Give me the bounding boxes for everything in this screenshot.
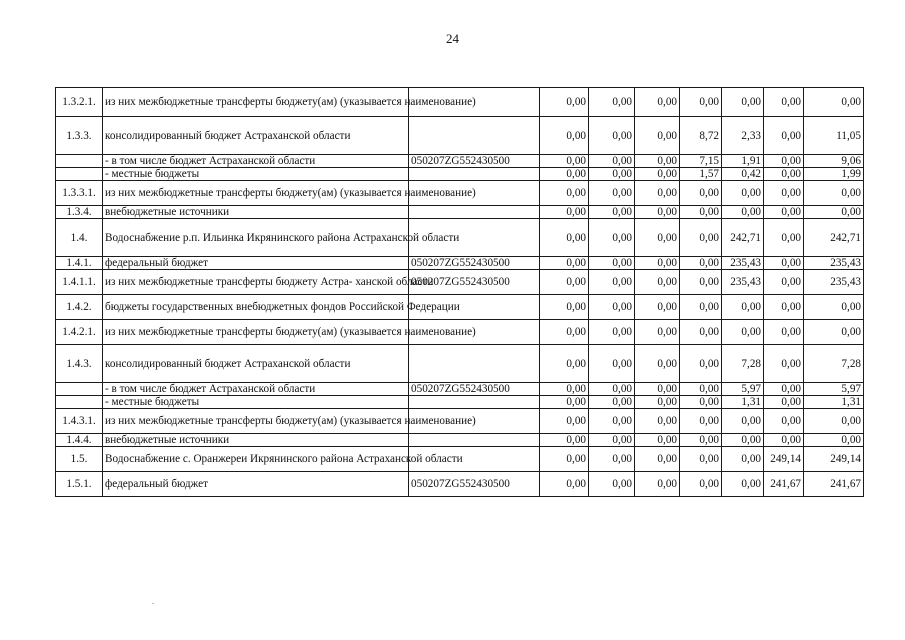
row-name: из них межбюджетные трансферты бюджету Астра- ханской области [103, 270, 409, 295]
amount-cell: 0,00 [722, 434, 764, 447]
amount-cell: 0,00 [680, 206, 722, 219]
amount-cell: 0,00 [680, 270, 722, 295]
table-row [56, 320, 864, 345]
amount-cell: 0,00 [764, 396, 804, 409]
amount-cell: 0,00 [635, 383, 680, 396]
row-name: бюджеты государственных внебюджетных фондов Российской Федерации [103, 295, 409, 320]
budget-code: 050207ZG552430500 [409, 257, 540, 270]
amount-cell: 0,00 [764, 320, 804, 345]
amount-cell: 0,00 [540, 396, 589, 409]
amount-cell: 0,00 [635, 434, 680, 447]
amount-cell: 0,00 [635, 447, 680, 472]
row-number: 1.4.3. [56, 345, 103, 383]
amount-cell: 0,00 [540, 409, 589, 434]
amount-cell: 0,00 [540, 434, 589, 447]
amount-cell: 0,00 [540, 206, 589, 219]
table-row [56, 181, 864, 206]
amount-cell: 249,14 [764, 447, 804, 472]
row-name: внебюджетные источники [103, 434, 409, 447]
amount-cell: 0,00 [540, 117, 589, 155]
amount-cell: 0,00 [635, 155, 680, 168]
amount-cell: 0,00 [804, 320, 864, 345]
table-row [56, 257, 864, 270]
amount-cell: 0,00 [589, 181, 635, 206]
row-name: Водоснабжение р.п. Ильинка Икрянинского района Астраханской области [103, 219, 409, 257]
amount-cell: 0,00 [540, 88, 589, 117]
amount-cell: 0,00 [589, 257, 635, 270]
amount-cell: 0,00 [764, 257, 804, 270]
amount-cell: 0,00 [764, 206, 804, 219]
row-number: 1.3.3. [56, 117, 103, 155]
amount-cell: 0,00 [635, 409, 680, 434]
amount-cell: 0,00 [635, 206, 680, 219]
amount-cell: 0,00 [635, 345, 680, 383]
amount-cell: 0,00 [764, 219, 804, 257]
amount-cell: 0,00 [680, 383, 722, 396]
amount-cell: 0,00 [804, 88, 864, 117]
row-name: - в том числе бюджет Астраханской области [103, 155, 409, 168]
row-number: 1.4.3.1. [56, 409, 103, 434]
amount-cell: 0,00 [589, 396, 635, 409]
amount-cell: 0,00 [680, 447, 722, 472]
amount-cell: 0,00 [540, 383, 589, 396]
amount-cell: 0,00 [722, 206, 764, 219]
amount-cell: 0,00 [804, 206, 864, 219]
amount-cell: 0,00 [635, 320, 680, 345]
amount-cell: 242,71 [722, 219, 764, 257]
amount-cell: 0,00 [589, 472, 635, 497]
table-row [56, 345, 864, 383]
amount-cell: 0,00 [589, 219, 635, 257]
table-row [56, 219, 864, 257]
row-name: федеральный бюджет [103, 257, 409, 270]
budget-code [409, 434, 540, 447]
table-row [56, 270, 864, 295]
amount-cell: 0,00 [635, 257, 680, 270]
row-number: 1.3.2.1. [56, 88, 103, 117]
table-row [56, 168, 864, 181]
amount-cell: 235,43 [804, 270, 864, 295]
amount-cell: 0,00 [589, 295, 635, 320]
amount-cell: 1,31 [722, 396, 764, 409]
amount-cell: 0,00 [540, 320, 589, 345]
amount-cell: 0,00 [589, 88, 635, 117]
budget-code [409, 117, 540, 155]
row-number: 1.4. [56, 219, 103, 257]
amount-cell: 0,00 [680, 320, 722, 345]
budget-code: 050207ZG552430500 [409, 155, 540, 168]
amount-cell: 0,00 [540, 295, 589, 320]
amount-cell: 0,00 [722, 181, 764, 206]
amount-cell: 0,00 [589, 345, 635, 383]
amount-cell: 235,43 [722, 257, 764, 270]
row-name: из них межбюджетные трансферты бюджету(ам) (указывается наименование) [103, 409, 409, 434]
amount-cell: 0,00 [764, 168, 804, 181]
amount-cell: 0,00 [589, 206, 635, 219]
amount-cell: 0,00 [540, 472, 589, 497]
amount-cell: 1,57 [680, 168, 722, 181]
amount-cell: 0,00 [764, 409, 804, 434]
budget-code [409, 168, 540, 181]
budget-code: 050207ZG552430500 [409, 270, 540, 295]
budget-code [409, 345, 540, 383]
amount-cell: 0,00 [589, 409, 635, 434]
budget-code: 050207ZG552430500 [409, 383, 540, 396]
amount-cell: 2,33 [722, 117, 764, 155]
budget-code [409, 396, 540, 409]
amount-cell: 0,00 [540, 345, 589, 383]
amount-cell: 0,00 [540, 168, 589, 181]
amount-cell: 0,00 [764, 295, 804, 320]
amount-cell: 0,00 [764, 88, 804, 117]
amount-cell: 0,00 [722, 295, 764, 320]
table-row [56, 295, 864, 320]
row-number [56, 383, 103, 396]
amount-cell: 0,00 [804, 409, 864, 434]
amount-cell: 0,00 [764, 270, 804, 295]
budget-code: 050207ZG552430500 [409, 472, 540, 497]
amount-cell: 242,71 [804, 219, 864, 257]
row-number [56, 155, 103, 168]
amount-cell: 0,00 [589, 434, 635, 447]
amount-cell: 0,00 [764, 383, 804, 396]
amount-cell: 0,00 [540, 181, 589, 206]
amount-cell: 0,00 [722, 88, 764, 117]
row-number: 1.3.4. [56, 206, 103, 219]
row-name: из них межбюджетные трансферты бюджету(ам) (указывается наименование) [103, 88, 409, 117]
row-number: 1.4.1. [56, 257, 103, 270]
row-number: 1.5. [56, 447, 103, 472]
table-row [56, 155, 864, 168]
row-number: 1.4.2. [56, 295, 103, 320]
amount-cell: 241,67 [804, 472, 864, 497]
row-number [56, 168, 103, 181]
row-name: федеральный бюджет [103, 472, 409, 497]
amount-cell: 0,00 [635, 117, 680, 155]
amount-cell: 1,31 [804, 396, 864, 409]
amount-cell: 7,28 [722, 345, 764, 383]
amount-cell: 0,00 [540, 155, 589, 168]
amount-cell: 0,00 [635, 295, 680, 320]
amount-cell: 0,00 [804, 181, 864, 206]
table-row [56, 409, 864, 434]
amount-cell: 0,00 [722, 447, 764, 472]
amount-cell: 5,97 [804, 383, 864, 396]
table-row [56, 88, 864, 117]
amount-cell: 0,00 [680, 295, 722, 320]
amount-cell: 8,72 [680, 117, 722, 155]
amount-cell: 0,00 [804, 434, 864, 447]
row-name: Водоснабжение с. Оранжереи Икрянинского района Астраханской области [103, 447, 409, 472]
amount-cell: 0,00 [635, 88, 680, 117]
amount-cell: 0,00 [540, 447, 589, 472]
row-number: 1.3.3.1. [56, 181, 103, 206]
amount-cell: 0,00 [680, 434, 722, 447]
table-row [56, 447, 864, 472]
scan-speck [152, 603, 154, 604]
amount-cell: 0,00 [804, 295, 864, 320]
amount-cell: 7,15 [680, 155, 722, 168]
amount-cell: 0,00 [635, 219, 680, 257]
amount-cell: 1,99 [804, 168, 864, 181]
row-name: из них межбюджетные трансферты бюджету(ам) (указывается наименование) [103, 181, 409, 206]
amount-cell: 9,06 [804, 155, 864, 168]
amount-cell: 0,00 [635, 472, 680, 497]
amount-cell: 0,00 [680, 345, 722, 383]
amount-cell: 0,00 [589, 270, 635, 295]
row-number: 1.4.4. [56, 434, 103, 447]
amount-cell: 0,00 [722, 320, 764, 345]
row-number [56, 396, 103, 409]
amount-cell: 1,91 [722, 155, 764, 168]
amount-cell: 0,00 [680, 181, 722, 206]
amount-cell: 0,00 [764, 434, 804, 447]
budget-table [55, 87, 864, 497]
page-number: 24 [446, 31, 459, 46]
amount-cell: 0,00 [680, 257, 722, 270]
amount-cell: 0,00 [680, 472, 722, 497]
budget-code [409, 206, 540, 219]
amount-cell: 7,28 [804, 345, 864, 383]
amount-cell: 0,42 [722, 168, 764, 181]
amount-cell: 0,00 [589, 168, 635, 181]
amount-cell: 0,00 [764, 345, 804, 383]
row-name: внебюджетные источники [103, 206, 409, 219]
amount-cell: 0,00 [635, 396, 680, 409]
row-name: - местные бюджеты [103, 396, 409, 409]
amount-cell: 0,00 [764, 155, 804, 168]
row-name: из них межбюджетные трансферты бюджету(ам) (указывается наименование) [103, 320, 409, 345]
amount-cell: 0,00 [589, 155, 635, 168]
table-row [56, 117, 864, 155]
table-row [56, 206, 864, 219]
row-name: консолидированный бюджет Астраханской области [103, 117, 409, 155]
amount-cell: 235,43 [804, 257, 864, 270]
amount-cell: 235,43 [722, 270, 764, 295]
amount-cell: 0,00 [635, 270, 680, 295]
amount-cell: 0,00 [680, 88, 722, 117]
amount-cell: 249,14 [804, 447, 864, 472]
amount-cell: 0,00 [764, 181, 804, 206]
table-row [56, 383, 864, 396]
table-row [56, 396, 864, 409]
amount-cell: 0,00 [589, 117, 635, 155]
amount-cell: 0,00 [764, 117, 804, 155]
amount-cell: 5,97 [722, 383, 764, 396]
row-number: 1.4.1.1. [56, 270, 103, 295]
amount-cell: 0,00 [680, 409, 722, 434]
row-number: 1.5.1. [56, 472, 103, 497]
row-number: 1.4.2.1. [56, 320, 103, 345]
amount-cell: 0,00 [635, 181, 680, 206]
amount-cell: 241,67 [764, 472, 804, 497]
amount-cell: 0,00 [540, 219, 589, 257]
amount-cell: 0,00 [722, 409, 764, 434]
amount-cell: 0,00 [589, 447, 635, 472]
amount-cell: 0,00 [589, 320, 635, 345]
amount-cell: 0,00 [589, 383, 635, 396]
row-name: - местные бюджеты [103, 168, 409, 181]
amount-cell: 0,00 [680, 396, 722, 409]
amount-cell: 0,00 [680, 219, 722, 257]
table-row [56, 472, 864, 497]
amount-cell: 0,00 [635, 168, 680, 181]
amount-cell: 0,00 [540, 257, 589, 270]
amount-cell: 11,05 [804, 117, 864, 155]
amount-cell: 0,00 [722, 472, 764, 497]
table-row [56, 434, 864, 447]
amount-cell: 0,00 [540, 270, 589, 295]
row-name: - в том числе бюджет Астраханской области [103, 383, 409, 396]
row-name: консолидированный бюджет Астраханской области [103, 345, 409, 383]
